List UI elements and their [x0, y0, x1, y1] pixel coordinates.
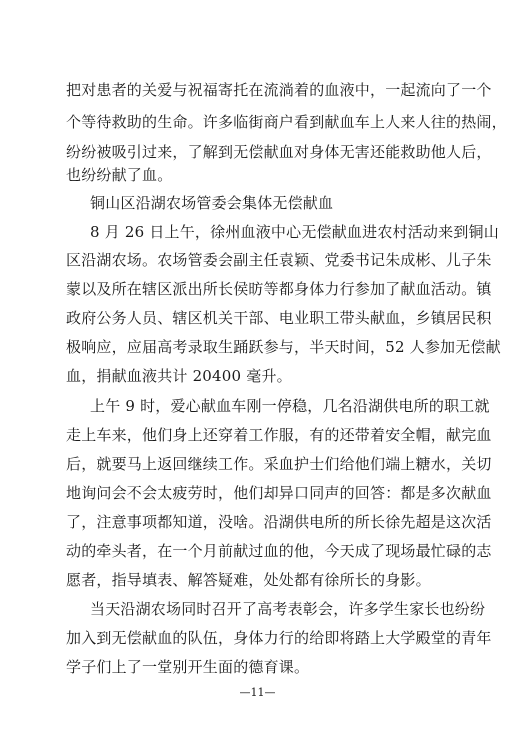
paragraph-line: 动的牵头者，在一个月前献过血的他，今天成了现场最忙碌的志 [66, 542, 492, 560]
paragraph-line: 学子们上了一堂别开生面的德育课。 [66, 658, 310, 676]
paragraph-line: 上午 9 时，爱心献血车刚一停稳，几名沿湖供电所的职工就 [90, 397, 490, 415]
paragraph-line: 个等待救助的生命。许多临街商户看到献血车上人来人往的热闹， [66, 113, 507, 131]
paragraph-line: 了，注意事项都知道，没啥。沿湖供电所的所长徐先超是这次活 [66, 513, 492, 531]
section-heading: 铜山区沿湖农场管委会集体无偿献血 [90, 194, 334, 212]
paragraph-line: 政府公务人员、辖区机关干部、电业职工带头献血，乡镇居民积 [66, 309, 492, 327]
paragraph-line: 后，就要马上返回继续工作。采血护士们给他们端上糖水，关切 [66, 455, 492, 473]
paragraph-line: 当天沿湖农场同时召开了高考表彰会，许多学生家长也纷纷 [90, 600, 486, 618]
page-number: —11— [239, 686, 276, 699]
paragraph-line: 极响应，应届高考录取生踊跃参与，半天时间，52 人参加无偿献 [66, 338, 501, 356]
paragraph-line: 愿者，指导填表、解答疑难，处处都有徐所长的身影。 [66, 571, 431, 589]
paragraph-line: 区沿湖农场。农场管委会副主任袁颖、党委书记朱成彬、儿子朱 [66, 251, 492, 269]
paragraph-line: 也纷纷献了血。 [66, 166, 173, 184]
paragraph-line: 8 月 26 日上午，徐州血液中心无偿献血进农村活动来到铜山 [90, 223, 499, 241]
paragraph-line: 加入到无偿献血的队伍，身体力行的给即将踏上大学殿堂的青年 [66, 629, 492, 647]
paragraph-line: 地询问会不会太疲劳时，他们却异口同声的回答：都是多次献血 [66, 484, 492, 502]
paragraph-line: 蒙以及所在辖区派出所长侯昉等都身体力行参加了献血活动。镇 [66, 280, 492, 298]
paragraph-line: 纷纷被吸引过来，了解到无偿献血对身体无害还能救助他人后， [66, 143, 492, 161]
paragraph-line: 走上车来，他们身上还穿着工作服，有的还带着安全帽，献完血 [66, 426, 492, 444]
paragraph-line: 血，捐献血液共计 20400 毫升。 [66, 367, 292, 385]
paragraph-line: 把对患者的关爱与祝福寄托在流淌着的血液中，一起流向了一个 [66, 81, 492, 99]
